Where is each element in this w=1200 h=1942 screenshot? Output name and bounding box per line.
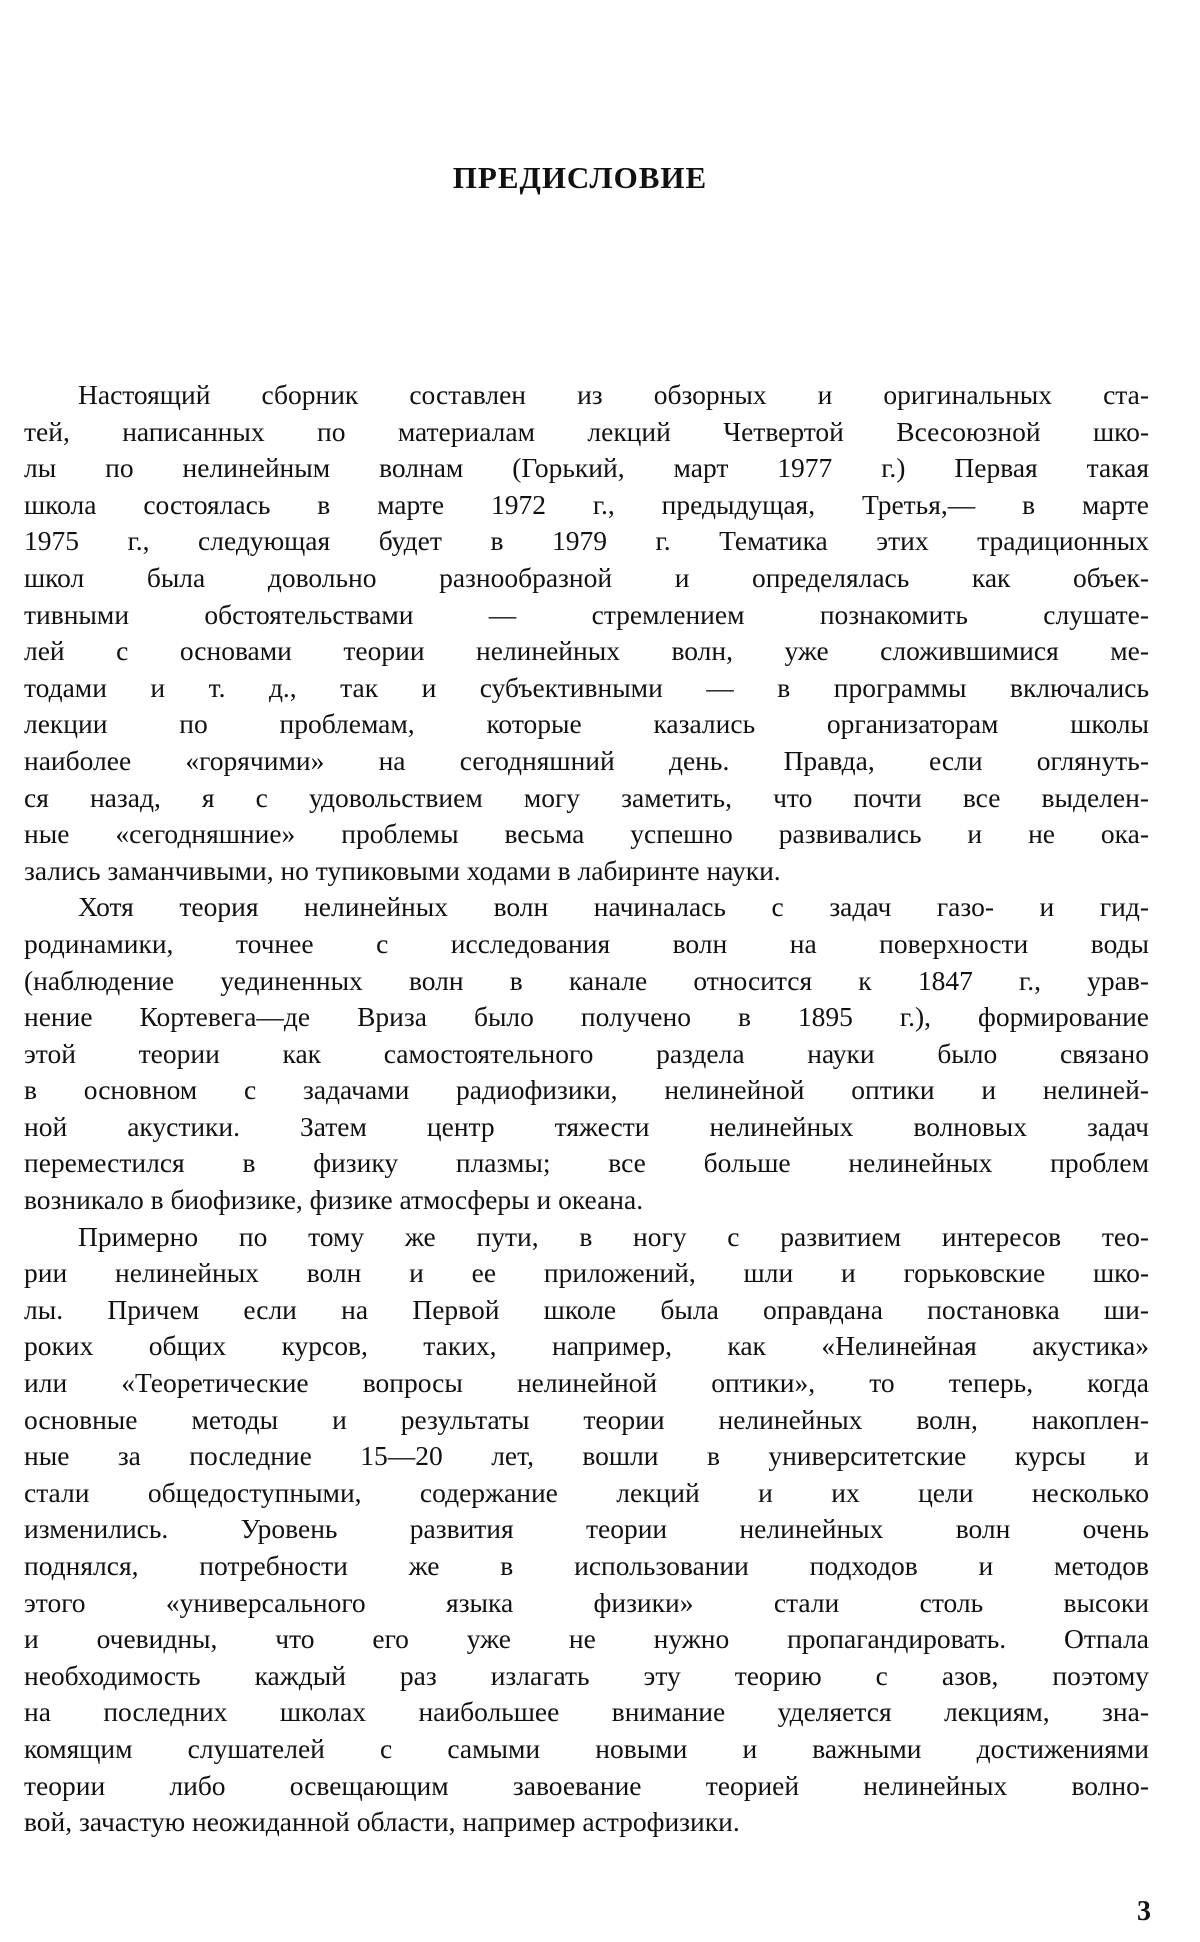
page-title: ПРЕДИСЛОВИЕ xyxy=(452,160,708,195)
text-line: изменились. Уровень развития теории нелинейных волн очень xyxy=(24,1513,1149,1545)
text-line: тей, написанных по материалам лекций Четвертой Всесоюзной шко- xyxy=(24,415,1149,447)
text-line: лы по нелинейным волнам (Горький, март 1977 г.) Первая такая xyxy=(24,452,1149,484)
text-line: тодами и т. д., так и субъективными — в программы включались xyxy=(24,671,1149,703)
text-line: школа состоялась в марте 1972 г., предыдущая, Третья,— в марте xyxy=(24,488,1149,520)
text-line: или «Теоретические вопросы нелинейной оптики», то теперь, когда xyxy=(24,1367,1149,1399)
body-text xyxy=(24,377,1149,1841)
text-line: (наблюдение уединенных волн в канале относится к 1847 г., урав- xyxy=(24,964,1149,996)
text-line: зались заманчивыми, но тупиковыми ходами в лабиринте науки. xyxy=(24,854,781,886)
text-line: основные методы и результаты теории нелинейных волн, накоплен- xyxy=(24,1403,1149,1435)
text-line: необходимость каждый раз излагать эту теорию с азов, поэтому xyxy=(24,1659,1149,1691)
text-line: на последних школах наибольшее внимание уделяется лекциям, зна- xyxy=(24,1696,1149,1728)
text-line: Примерно по тому же пути, в ногу с развитием интересов тео- xyxy=(78,1220,1149,1252)
text-line: ные за последние 15—20 лет, вошли в университетские курсы и xyxy=(24,1440,1149,1472)
text-line: и очевидны, что его уже не нужно пропагандировать. Отпала xyxy=(24,1623,1149,1655)
text-line: рии нелинейных волн и ее приложений, шли и горьковские шко- xyxy=(24,1257,1149,1289)
text-line: этой теории как самостоятельного раздела науки было связано xyxy=(24,1037,1149,1069)
text-line: родинамики, точнее с исследования волн на поверхности воды xyxy=(24,927,1149,959)
text-line: ные «сегодняшние» проблемы весьма успешно развивались и не ока- xyxy=(24,818,1149,850)
page-number: 3 xyxy=(1137,1896,1151,1927)
text-line: лы. Причем если на Первой школе была оправдана постановка ши- xyxy=(24,1293,1149,1325)
text-line: ся назад, я с удовольствием могу заметить, что почти все выделен- xyxy=(24,781,1149,813)
text-line: поднялся, потребности же в использовании подходов и методов xyxy=(24,1550,1149,1581)
text-line: стали общедоступными, содержание лекций и их цели несколько xyxy=(24,1476,1149,1508)
text-line: ной акустики. Затем центр тяжести нелинейных волновых задач xyxy=(24,1110,1149,1142)
text-line: возникало в биофизике, физике атмосферы и океана. xyxy=(24,1184,644,1216)
text-line: лей с основами теории нелинейных волн, уже сложившимися ме- xyxy=(24,635,1149,667)
text-line: комящим слушателей с самыми новыми и важными достижениями xyxy=(24,1732,1149,1764)
text-line: переместился в физику плазмы; все больше нелинейных проблем xyxy=(24,1147,1149,1179)
text-line: лекции по проблемам, которые казались организаторам школы xyxy=(24,708,1149,740)
paragraph-2 xyxy=(24,889,1149,1218)
text-line: роких общих курсов, таких, например, как «Нелинейная акустика» xyxy=(24,1330,1149,1362)
text-line: этого «универсального языка физики» стали столь высоки xyxy=(24,1586,1149,1618)
text-line: теории либо освещающим завоевание теорией нелинейных волно- xyxy=(24,1769,1149,1801)
text-line: 1975 г., следующая будет в 1979 г. Тематика этих традиционных xyxy=(24,525,1149,557)
text-line: Хотя теория нелинейных волн начиналась с задач газо- и гид- xyxy=(78,891,1149,923)
text-line: наиболее «горячими» на сегодняшний день. Правда, если оглянуть- xyxy=(24,744,1149,776)
text-line: Настоящий сборник составлен из обзорных и оригинальных ста- xyxy=(78,379,1149,410)
paragraph-1 xyxy=(24,377,1149,889)
text-line: тивными обстоятельствами — стремлением познакомить слушате- xyxy=(24,598,1149,630)
paragraph-3 xyxy=(24,1219,1149,1841)
text-line: школ была довольно разнообразной и определялась как объек- xyxy=(24,561,1149,593)
text-line: вой, зачастую неожиданной области, например астрофизики. xyxy=(24,1806,740,1838)
text-line: нение Кортевега—де Вриза было получено в 1895 г.), формирование xyxy=(24,1001,1149,1033)
text-line: в основном с задачами радиофизики, нелинейной оптики и нелиней- xyxy=(24,1074,1149,1106)
